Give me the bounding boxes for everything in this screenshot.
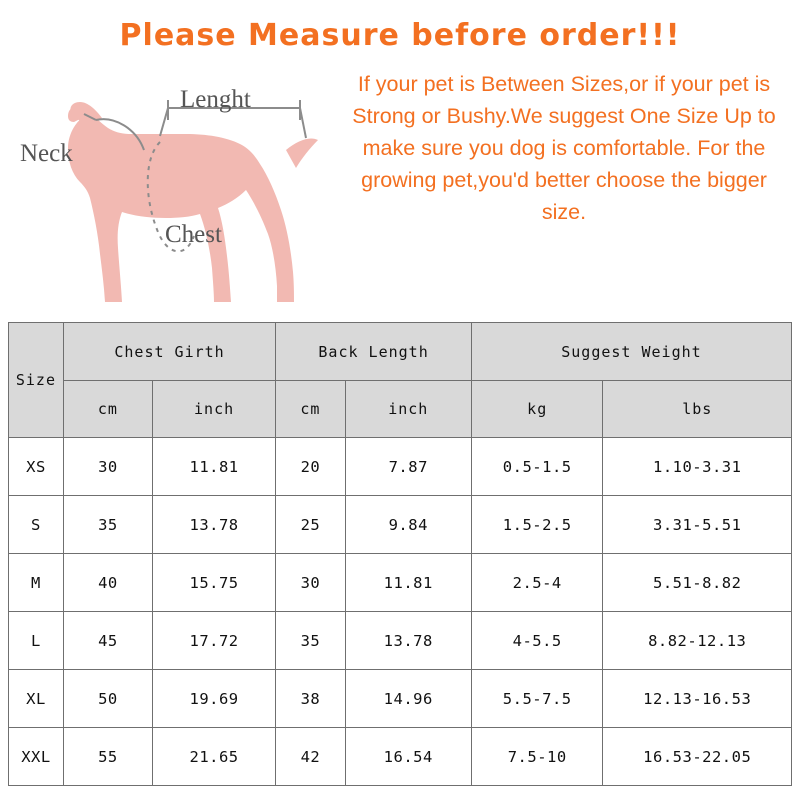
- cell-back-inch: 7.87: [345, 438, 471, 496]
- cell-back-cm: 42: [276, 728, 345, 786]
- cell-back-cm: 30: [276, 554, 345, 612]
- cell-size: XL: [9, 670, 64, 728]
- header-weight-kg: kg: [471, 381, 603, 438]
- cell-weight-lbs: 5.51-8.82: [603, 554, 792, 612]
- table-row: [9, 438, 792, 496]
- header-weight-lbs: lbs: [603, 381, 792, 438]
- table-row: [9, 612, 792, 670]
- table-row: [9, 670, 792, 728]
- header-chest-inch: inch: [152, 381, 275, 438]
- cell-weight-lbs: 8.82-12.13: [603, 612, 792, 670]
- cell-chest-cm: 55: [63, 728, 152, 786]
- header-back-length: Back Length: [276, 323, 472, 381]
- cell-size: XS: [9, 438, 64, 496]
- dog-silhouette-icon: [10, 58, 340, 313]
- dog-measurement-illustration: [10, 58, 340, 313]
- cell-chest-cm: 45: [63, 612, 152, 670]
- cell-chest-inch: 17.72: [152, 612, 275, 670]
- cell-chest-cm: 40: [63, 554, 152, 612]
- header-chest-cm: cm: [63, 381, 152, 438]
- cell-chest-inch: 13.78: [152, 496, 275, 554]
- cell-weight-lbs: 3.31-5.51: [603, 496, 792, 554]
- cell-weight-kg: 0.5-1.5: [471, 438, 603, 496]
- sizing-advice-text: If your pet is Between Sizes,or if your pet is Strong or Bushy.We suggest One Size Up to make sure you dog is comfortable. For the growing pet,you'd better choose the bigger size.: [352, 72, 776, 224]
- cell-chest-inch: 11.81: [152, 438, 275, 496]
- cell-back-inch: 9.84: [345, 496, 471, 554]
- cell-chest-cm: 35: [63, 496, 152, 554]
- cell-weight-lbs: 16.53-22.05: [603, 728, 792, 786]
- cell-back-cm: 20: [276, 438, 345, 496]
- cell-back-inch: 11.81: [345, 554, 471, 612]
- cell-weight-lbs: 1.10-3.31: [603, 438, 792, 496]
- table-row: [9, 728, 792, 786]
- label-chest: Chest: [165, 221, 222, 248]
- cell-back-cm: 38: [276, 670, 345, 728]
- cell-chest-cm: 30: [63, 438, 152, 496]
- cell-weight-kg: 7.5-10: [471, 728, 603, 786]
- header-chest-girth: Chest Girth: [63, 323, 275, 381]
- cell-weight-kg: 4-5.5: [471, 612, 603, 670]
- cell-size: XXL: [9, 728, 64, 786]
- page-title: Please Measure before order!!!: [119, 18, 681, 53]
- cell-size: M: [9, 554, 64, 612]
- header-suggest-weight: Suggest Weight: [471, 323, 791, 381]
- cell-weight-lbs: 12.13-16.53: [603, 670, 792, 728]
- cell-weight-kg: 5.5-7.5: [471, 670, 603, 728]
- cell-chest-inch: 21.65: [152, 728, 275, 786]
- cell-chest-inch: 15.75: [152, 554, 275, 612]
- cell-back-inch: 16.54: [345, 728, 471, 786]
- cell-back-inch: 13.78: [345, 612, 471, 670]
- cell-back-cm: 35: [276, 612, 345, 670]
- cell-back-cm: 25: [276, 496, 345, 554]
- header-back-cm: cm: [276, 381, 345, 438]
- table-unit-header-row: [9, 381, 792, 438]
- table-group-header-row: [9, 323, 792, 381]
- label-neck: Neck: [20, 140, 73, 167]
- table-row: [9, 554, 792, 612]
- size-chart-table: [8, 322, 792, 786]
- cell-back-inch: 14.96: [345, 670, 471, 728]
- cell-weight-kg: 1.5-2.5: [471, 496, 603, 554]
- cell-size: L: [9, 612, 64, 670]
- cell-weight-kg: 2.5-4: [471, 554, 603, 612]
- header-back-inch: inch: [345, 381, 471, 438]
- cell-chest-cm: 50: [63, 670, 152, 728]
- cell-chest-inch: 19.69: [152, 670, 275, 728]
- header-size: Size: [9, 323, 64, 438]
- table-row: [9, 496, 792, 554]
- label-length: Lenght: [180, 86, 251, 113]
- cell-size: S: [9, 496, 64, 554]
